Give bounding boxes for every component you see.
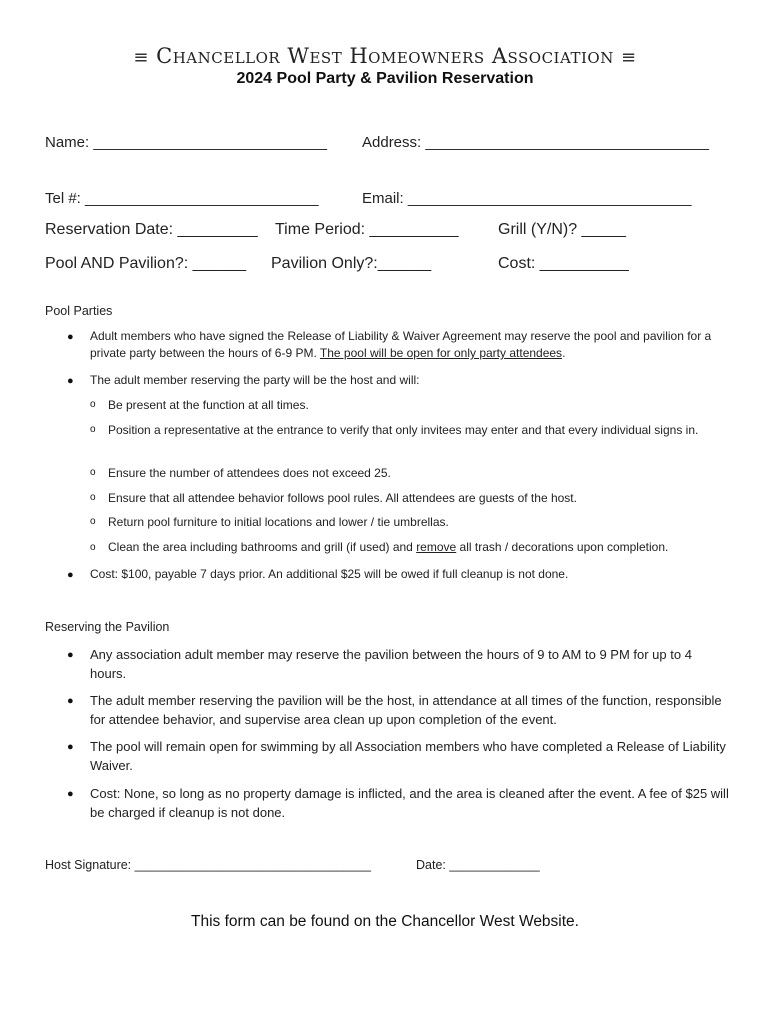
signature-date-field[interactable]: Date: _____________	[416, 858, 540, 872]
time-period-field[interactable]: Time Period: __________	[275, 221, 459, 238]
host-duty-6-end: all trash / decorations upon completion.	[456, 540, 669, 554]
sub-bullet-icon: o	[90, 492, 96, 503]
sub-bullet-icon: o	[90, 516, 96, 527]
pool-rule-1	[90, 328, 730, 362]
name-field[interactable]: Name: ____________________________	[45, 134, 327, 151]
host-duty-6-text: Clean the area including bathrooms and grill (if used) and	[108, 540, 417, 554]
host-duty-3: Ensure the number of attendees does not exceed 25.	[108, 466, 391, 480]
pavilion-only-field[interactable]: Pavilion Only?:______	[271, 255, 432, 272]
form-title: 2024 Pool Party & Pavilion Reservation	[236, 70, 534, 87]
bullet-icon: ●	[67, 375, 74, 387]
host-duty-2: Position a representative at the entrance to verify that only invitees may enter and that every individual signs in.	[108, 423, 699, 437]
organization-name: Chancellor West Homeowners Association	[156, 44, 614, 68]
email-field[interactable]: Email: __________________________________	[362, 190, 692, 207]
address-field[interactable]: Address: __________________________________	[362, 134, 709, 151]
pavilion-rule-2: The adult member reserving the pavilion will be the host, in attendance at all times of the function, responsible for attendee behavior, and supervise area clean up upon completion of the event.	[90, 693, 722, 727]
sub-bullet-icon: o	[90, 399, 96, 410]
host-duty-5: Return pool furniture to initial locations and lower / tie umbrellas.	[108, 515, 449, 529]
bullet-icon: ●	[67, 649, 74, 661]
host-duty-6	[108, 540, 668, 554]
pool-parties-heading: Pool Parties	[45, 304, 113, 318]
bullet-icon: ●	[67, 741, 74, 753]
cost-field[interactable]: Cost: __________	[498, 255, 629, 272]
pool-rule-1-end: .	[562, 346, 566, 360]
pavilion-heading: Reserving the Pavilion	[45, 620, 170, 634]
pool-and-pavilion-field[interactable]: Pool AND Pavilion?: ______	[45, 255, 247, 272]
pool-rule-1-text: Adult members who have signed the Release of Liability & Waiver Agreement may reserve the pool and pavilion for a private party between the hours of 6-9 PM.	[90, 329, 712, 360]
menu-left-icon: ≡	[133, 47, 149, 68]
bullet-icon: ●	[67, 788, 74, 800]
host-duty-1: Be present at the function at all times.	[108, 398, 309, 412]
footer-note: This form can be found on the Chancellor West Website.	[191, 913, 579, 930]
bullet-icon: ●	[67, 331, 74, 343]
organization-header	[0, 44, 770, 68]
pool-rule-2: The adult member reserving the party will be the host and will:	[90, 373, 420, 387]
host-duty-4: Ensure that all attendee behavior follows pool rules. All attendees are guests of the host.	[108, 491, 577, 505]
host-signature-field[interactable]: Host Signature: __________________________________	[45, 858, 371, 872]
pavilion-rule-1: Any association adult member may reserve the pavilion between the hours of 9 to AM to 9 PM for up to 4 hours.	[90, 647, 692, 681]
sub-bullet-icon: o	[90, 424, 96, 435]
bullet-icon: ●	[67, 569, 74, 581]
menu-right-icon: ≡	[621, 47, 637, 68]
host-duty-6-underlined: remove	[416, 540, 457, 554]
reservation-date-field[interactable]: Reservation Date: _________	[45, 221, 258, 238]
pavilion-cost: Cost: None, so long as no property damage is inflicted, and the area is cleaned after the event. A fee of $25 will be charged if cleanup is not done.	[90, 786, 729, 820]
pool-rule-1-underlined: The pool will be open for only party attendees	[319, 346, 563, 360]
pool-cost: Cost: $100, payable 7 days prior. An additional $25 will be owed if full cleanup is not done.	[90, 567, 569, 581]
sub-bullet-icon: o	[90, 467, 96, 478]
tel-field[interactable]: Tel #: ____________________________	[45, 190, 319, 207]
grill-field[interactable]: Grill (Y/N)? _____	[498, 221, 627, 238]
bullet-icon: ●	[67, 695, 74, 707]
pavilion-rule-3: The pool will remain open for swimming by all Association members who have completed a Release of Liability Waiver.	[90, 739, 726, 773]
sub-bullet-icon: o	[90, 542, 96, 553]
